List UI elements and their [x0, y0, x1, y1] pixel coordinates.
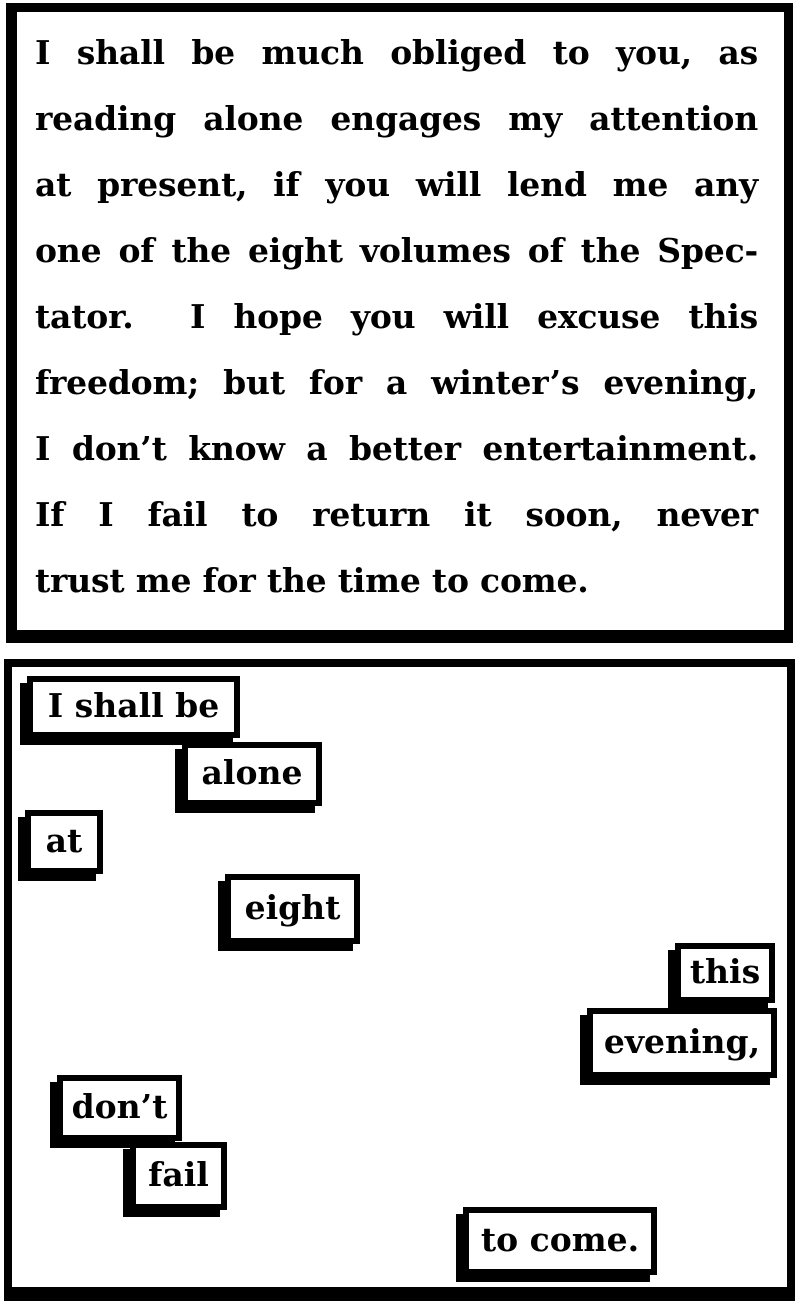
letter-line-3: at present, if you will lend me any: [35, 165, 758, 204]
letter-text: [17, 12, 784, 614]
word-box-dont: don’t: [57, 1075, 182, 1141]
letter-line-4: one of the eight volumes of the Spec-: [35, 231, 758, 270]
letter-line-1: I shall be much obliged to you, as: [35, 33, 758, 72]
word-box-alone: alone: [182, 742, 322, 806]
letter-line-6: freedom; but for a winter’s evening,: [35, 363, 758, 402]
word-box-this: this: [675, 943, 775, 1003]
letter-line-9: trust me for the time to come.: [35, 561, 589, 600]
letter-line-7: I don’t know a better entertainment.: [35, 429, 758, 468]
letter-line-2: reading alone engages my attention: [35, 99, 758, 138]
word-box-evening: evening,: [587, 1008, 777, 1078]
letter-line-5: tator. I hope you will excuse this: [35, 297, 758, 336]
word-box-eight: eight: [225, 874, 360, 944]
letter-panel: [6, 3, 793, 643]
word-box-to-come: to come.: [463, 1207, 657, 1275]
letter-line-8: If I fail to return it soon, never: [35, 495, 758, 534]
word-box-i-shall-be: I shall be: [27, 676, 240, 738]
word-box-fail: fail: [130, 1142, 227, 1210]
word-box-at: at: [25, 810, 103, 874]
